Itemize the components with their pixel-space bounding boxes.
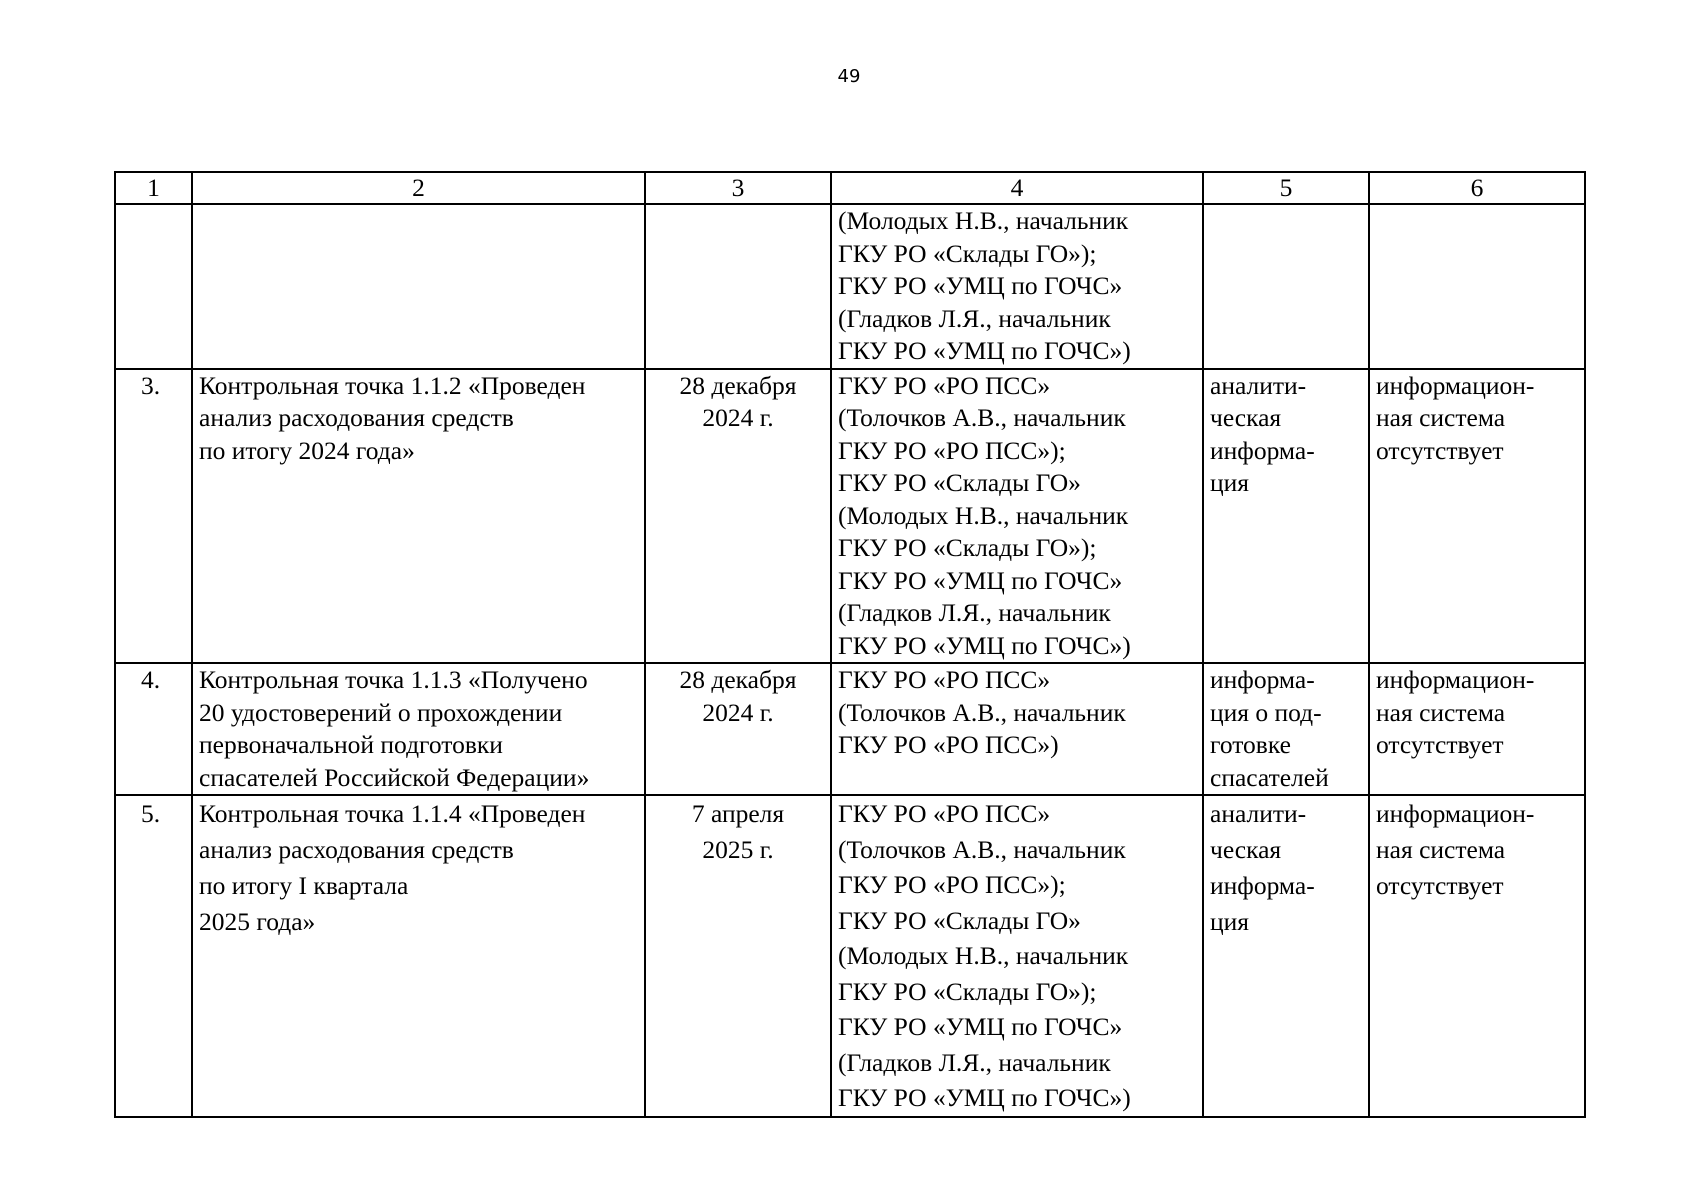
row-description: Контрольная точка 1.1.4 «Проведен анализ расходования средств по итогу I квартала 2025 года» xyxy=(192,795,645,1117)
column-header: 1 xyxy=(115,172,192,204)
row-date: 28 декабря 2024 г. xyxy=(645,663,831,795)
row-info-system: информацион- ная система отсутствует xyxy=(1369,795,1585,1117)
row-document-type: информа- ция о под- готовке спасателей xyxy=(1203,663,1369,795)
table-row xyxy=(115,795,1585,1117)
control-points-table xyxy=(114,171,1586,1118)
page-number: 49 xyxy=(837,66,861,87)
column-header: 5 xyxy=(1203,172,1369,204)
row-document-type xyxy=(1203,204,1369,369)
row-description xyxy=(192,204,645,369)
row-info-system xyxy=(1369,204,1585,369)
row-document-type: аналити- ческая информа- ция xyxy=(1203,369,1369,664)
column-header: 3 xyxy=(645,172,831,204)
column-number-row xyxy=(115,172,1585,204)
row-date: 28 декабря 2024 г. xyxy=(645,369,831,664)
row-info-system: информацион- ная система отсутствует xyxy=(1369,369,1585,664)
column-header: 2 xyxy=(192,172,645,204)
row-responsible: ГКУ РО «РО ПСС» (Толочков А.В., начальник ГКУ РО «РО ПСС»); ГКУ РО «Склады ГО» (Молодых Н.В., начальник ГКУ РО «Склады ГО»); ГКУ РО «УМЦ по ГОЧС» (Гладков Л.Я., начальник ГКУ РО «УМЦ по ГОЧС») xyxy=(831,369,1203,664)
row-number: 3. xyxy=(115,369,192,664)
table-row xyxy=(115,369,1585,664)
row-info-system: информацион- ная система отсутствует xyxy=(1369,663,1585,795)
row-number xyxy=(115,204,192,369)
table-row xyxy=(115,204,1585,369)
row-document-type: аналити- ческая информа- ция xyxy=(1203,795,1369,1117)
column-header: 4 xyxy=(831,172,1203,204)
row-responsible: ГКУ РО «РО ПСС» (Толочков А.В., начальник ГКУ РО «РО ПСС») xyxy=(831,663,1203,795)
row-responsible: ГКУ РО «РО ПСС» (Толочков А.В., начальник ГКУ РО «РО ПСС»); ГКУ РО «Склады ГО» (Молодых Н.В., начальник ГКУ РО «Склады ГО»); ГКУ РО «УМЦ по ГОЧС» (Гладков Л.Я., начальник ГКУ РО «УМЦ по ГОЧС») xyxy=(831,795,1203,1117)
row-number: 4. xyxy=(115,663,192,795)
column-header: 6 xyxy=(1369,172,1585,204)
table-row xyxy=(115,663,1585,795)
row-number: 5. xyxy=(115,795,192,1117)
row-date xyxy=(645,204,831,369)
row-description: Контрольная точка 1.1.2 «Проведен анализ расходования средств по итогу 2024 года» xyxy=(192,369,645,664)
row-description: Контрольная точка 1.1.3 «Получено 20 удостоверений о прохождении первоначальной подготовки спасателей Российской Федерации» xyxy=(192,663,645,795)
row-responsible: (Молодых Н.В., начальник ГКУ РО «Склады ГО»); ГКУ РО «УМЦ по ГОЧС» (Гладков Л.Я., начальник ГКУ РО «УМЦ по ГОЧС») xyxy=(831,204,1203,369)
row-date: 7 апреля 2025 г. xyxy=(645,795,831,1117)
